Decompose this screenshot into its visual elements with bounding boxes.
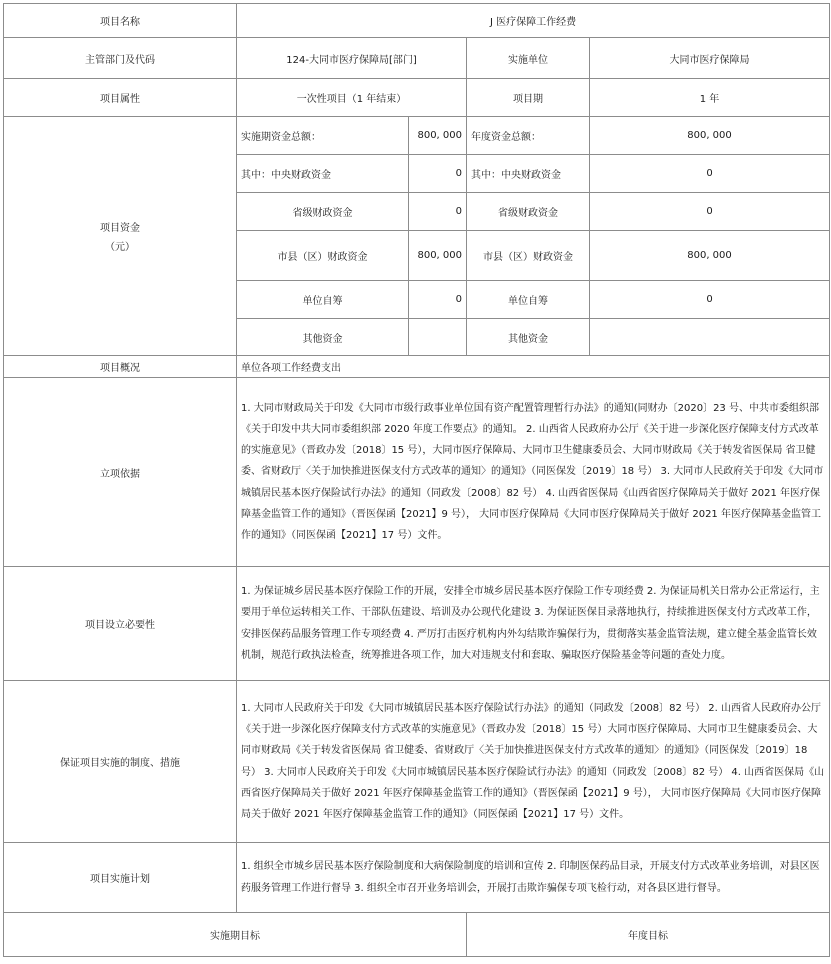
- self-funds-value: 0: [409, 281, 467, 319]
- row-plan: [4, 843, 830, 913]
- row-goals: [4, 913, 830, 957]
- other-funds-value: [409, 319, 467, 356]
- implementing-unit-value: 大同市医疗保障局: [590, 38, 830, 79]
- row-necessity: [4, 567, 830, 681]
- province-funds-label: 省级财政资金: [237, 193, 409, 231]
- plan-text: 1. 组织全市城乡居民基本医疗保险制度和大病保险制度的培训和宣传 2. 印制医保药品目录，开展支付方式改革业务培训，对县区医药服务管理工作进行督导 3. 组织全市召开业务培训会，开展打击欺诈骗保专项飞检行动，对各县区进行督导。: [237, 843, 830, 913]
- total-funds-value: 800, 000: [409, 117, 467, 155]
- project-period-label: 项目期: [467, 79, 590, 117]
- project-name-value: J 医疗保障工作经费: [237, 4, 830, 38]
- annual-funds-value: 800, 000: [590, 117, 830, 155]
- central-funds-value: 0: [409, 155, 467, 193]
- annual-other-funds-value: [590, 319, 830, 356]
- annual-central-funds-value: 0: [590, 155, 830, 193]
- period-goal-header: 实施期目标: [4, 913, 467, 957]
- overview-label: 项目概况: [4, 356, 237, 378]
- row-overview: [4, 356, 830, 378]
- necessity-label: 项目设立必要性: [4, 567, 237, 681]
- annual-funds-label: 年度资金总额：: [467, 117, 590, 155]
- province-funds-value: 0: [409, 193, 467, 231]
- measures-label: 保证项目实施的制度、措施: [4, 681, 237, 843]
- implementing-unit-label: 实施单位: [467, 38, 590, 79]
- self-funds-label: 单位自筹: [237, 281, 409, 319]
- funds-label-cell: [4, 117, 237, 356]
- project-info-table: [3, 3, 830, 957]
- funds-label: 项目资金: [100, 223, 140, 234]
- annual-province-funds-value: 0: [590, 193, 830, 231]
- funds-unit: （元）: [105, 242, 135, 253]
- attribute-value: 一次性项目（1 年结束）: [237, 79, 467, 117]
- project-period-value: 1 年: [590, 79, 830, 117]
- necessity-text: 1. 为保证城乡居民基本医疗保险工作的开展，安排全市城乡居民基本医疗保险工作专项经费 2. 为保证局机关日常办公正常运行，主要用于单位运转相关工作、干部队伍建设、培训及办公现代化建设 3. 为保证医保目录落地执行，持续推进医保支付方式改革工作，安排医保药品服务管理工作专项经费 4. 严厉打击医疗机构内外勾结欺诈骗保行为，贯彻落实基金监管法规，建立健全基金监管长效机制，规范行政执法检查，统筹推进各项工作，加大对违规支付和套取、骗取医疗保险基金等问题的查处力度。: [237, 567, 830, 681]
- basis-label: 立项依据: [4, 378, 237, 567]
- row-basis: [4, 378, 830, 567]
- city-funds-label: 市县（区）财政资金: [237, 231, 409, 281]
- annual-self-funds-label: 单位自筹: [467, 281, 590, 319]
- annual-self-funds-value: 0: [590, 281, 830, 319]
- basis-text: 1. 大同市财政局关于印发《大同市市级行政事业单位国有资产配置管理暂行办法》的通知(同财办〔2020〕23 号、中共市委组织部《关于印发中共大同市委组织部 2020 年度工作要点》的通知。 2. 山西省人民政府办公厅《关于进一步深化医疗保障支付方式改革的实施意见》（晋政办发〔2018〕15 号），大同市医疗保障局、大同市卫生健康委员会、大同市财政局《关于转发省医保局 省卫健委、省财政厅〈关于加快推进医保支付方式改革的通知〉的通知》（同医保发〔2019〕18 号） 3. 大同市人民政府关于印发《大同市城镇居民基本医疗保险试行办法》的通知（同政发〔2008〕82 号） 4. 山西省医保局《山西省医疗保障局关于做好 2021 年医疗保障基金监管工作的通知》（晋医保函【2021】9 号）， 大同市医疗保障局《大同市医疗保障局关于做好 2021 年医疗保障基金监管工作的通知》（同医保函【2021】17 号）文件。: [237, 378, 830, 567]
- annual-province-funds-label: 省级财政资金: [467, 193, 590, 231]
- row-project-name: [4, 4, 830, 38]
- annual-other-funds-label: 其他资金: [467, 319, 590, 356]
- annual-city-funds-value: 800, 000: [590, 231, 830, 281]
- annual-goal-header: 年度目标: [467, 913, 830, 957]
- central-funds-label: 其中：中央财政资金: [237, 155, 409, 193]
- department-label: 主管部门及代码: [4, 38, 237, 79]
- annual-central-funds-label: 其中：中央财政资金: [467, 155, 590, 193]
- city-funds-value: 800, 000: [409, 231, 467, 281]
- overview-text: 单位各项工作经费支出: [237, 356, 830, 378]
- other-funds-label: 其他资金: [237, 319, 409, 356]
- department-value: 124-大同市医疗保障局[部门]: [237, 38, 467, 79]
- attribute-label: 项目属性: [4, 79, 237, 117]
- plan-label: 项目实施计划: [4, 843, 237, 913]
- total-funds-label: 实施期资金总额：: [237, 117, 409, 155]
- annual-city-funds-label: 市县（区）财政资金: [467, 231, 590, 281]
- row-attribute: [4, 79, 830, 117]
- row-funds-total: [4, 117, 830, 155]
- measures-text: 1. 大同市人民政府关于印发《大同市城镇居民基本医疗保险试行办法》的通知（同政发〔2008〕82 号） 2. 山西省人民政府办公厅《关于进一步深化医疗保障支付方式改革的实施意见》（晋政办发〔2018〕15 号）大同市医疗保障局、大同市卫生健康委员会、大同市财政局《关于转发省医保局 省卫健委、省财政厅〈关于加快推进医保支付方式改革的通知〉的通知》（同医保发〔2019〕18 号） 3. 大同市人民政府关于印发《大同市城镇居民基本医疗保险试行办法》的通知（同政发〔2008〕82 号） 4. 山西省医保局《山西省医疗保障局关于做好 2021 年医疗保障基金监管工作的通知》（晋医保函【2021】9 号）， 大同市医疗保障局《大同市医疗保障局关于做好 2021 年医疗保障基金监管工作的通知》（同医保函【2021】17 号）文件。: [237, 681, 830, 843]
- row-measures: [4, 681, 830, 843]
- row-department: [4, 38, 830, 79]
- project-name-label: 项目名称: [4, 4, 237, 38]
